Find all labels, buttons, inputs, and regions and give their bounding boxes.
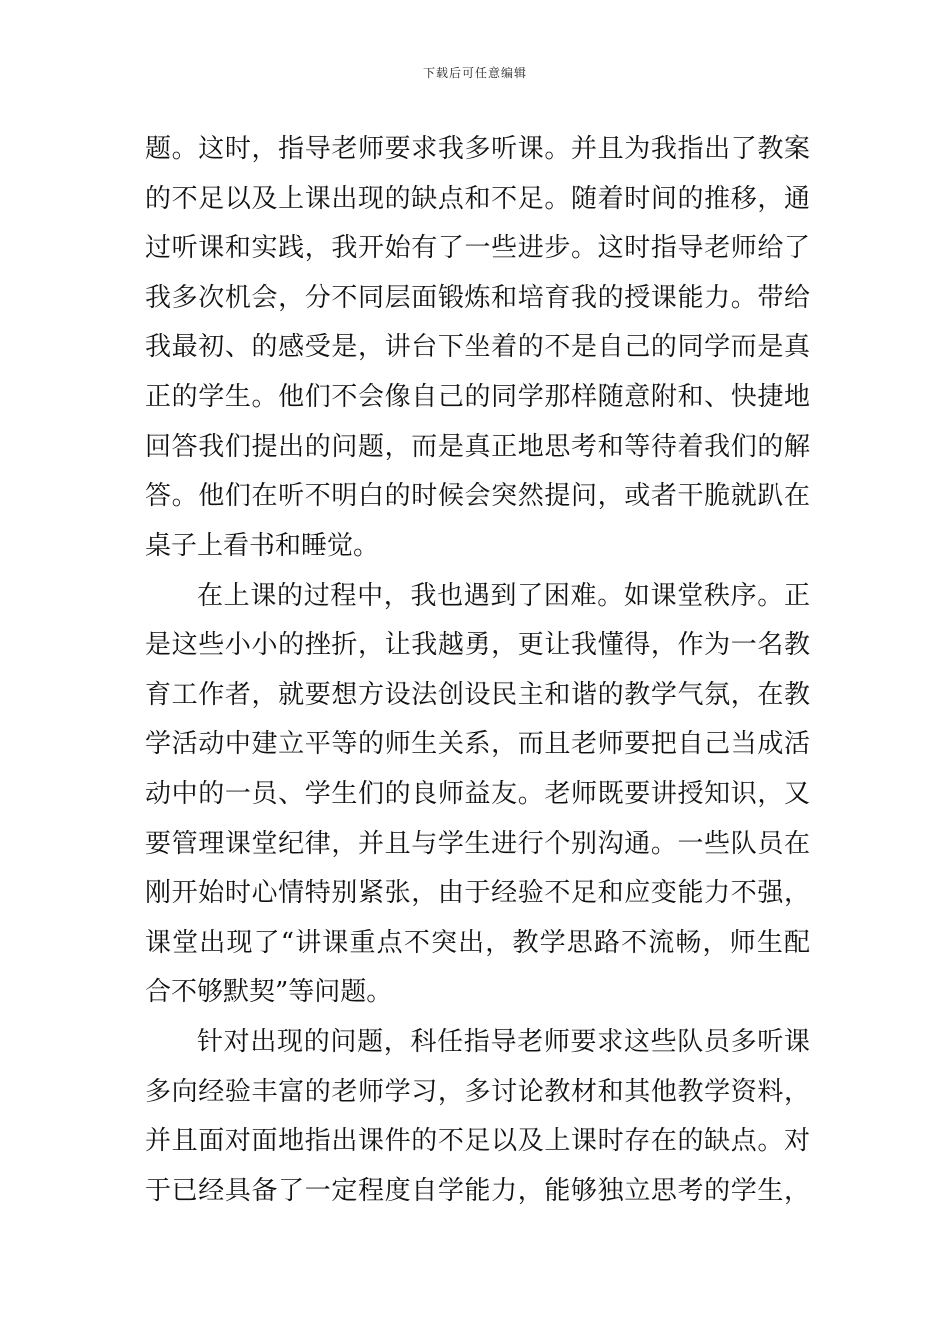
text-line: 在上课的过程中，我也遇到了困难。如课堂秩序。正 bbox=[197, 581, 810, 611]
text-line: 题。这时，指导老师要求我多听课。并且为我指出了教案 bbox=[145, 134, 810, 164]
text-line: 于已经具备了一定程度自学能力，能够独立思考的学生， bbox=[145, 1176, 810, 1206]
text-line: 桌子上看书和睡觉。 bbox=[145, 531, 380, 561]
text-line: 我最初、的感受是，讲台下坐着的不是自己的同学而是真 bbox=[145, 332, 810, 362]
text-line: 针对出现的问题，科任指导老师要求这些队员多听课 bbox=[197, 1027, 810, 1057]
text-line: 要管理课堂纪律，并且与学生进行个别沟通。一些队员在 bbox=[145, 829, 810, 859]
text-line: 多向经验丰富的老师学习，多讨论教材和其他教学资料， bbox=[145, 1077, 810, 1107]
text-line: 正的学生。他们不会像自己的同学那样随意附和、快捷地 bbox=[145, 382, 810, 412]
text-line: 动中的一员、学生们的良师益友。老师既要讲授知识，又 bbox=[145, 779, 810, 809]
text-line: 课堂出现了“讲课重点不突出，教学思路不流畅，师生配 bbox=[145, 928, 810, 958]
text-line: 育工作者，就要想方设法创设民主和谐的教学气氛，在教 bbox=[145, 680, 810, 710]
text-line: 的不足以及上课出现的缺点和不足。随着时间的推移，通 bbox=[145, 184, 810, 214]
text-line: 并且面对面地指出课件的不足以及上课时存在的缺点。对 bbox=[145, 1126, 810, 1156]
text-line: 是这些小小的挫折，让我越勇，更让我懂得，作为一名教 bbox=[145, 630, 810, 660]
text-line: 回答我们提出的问题，而是真正地思考和等待着我们的解 bbox=[145, 432, 810, 462]
text-line: 过听课和实践，我开始有了一些进步。这时指导老师给了 bbox=[145, 233, 810, 263]
page-header: 下载后可任意编辑 bbox=[422, 66, 527, 80]
text-line: 学活动中建立平等的师生关系，而且老师要把自己当成活 bbox=[145, 729, 810, 759]
text-line: 合不够默契”等问题。 bbox=[145, 977, 393, 1007]
text-line: 答。他们在听不明白的时候会突然提问，或者干脆就趴在 bbox=[145, 481, 810, 511]
text-line: 我多次机会，分不同层面锻炼和培育我的授课能力。带给 bbox=[145, 283, 810, 313]
text-line: 刚开始时心情特别紧张，由于经验不足和应变能力不强， bbox=[145, 878, 810, 908]
